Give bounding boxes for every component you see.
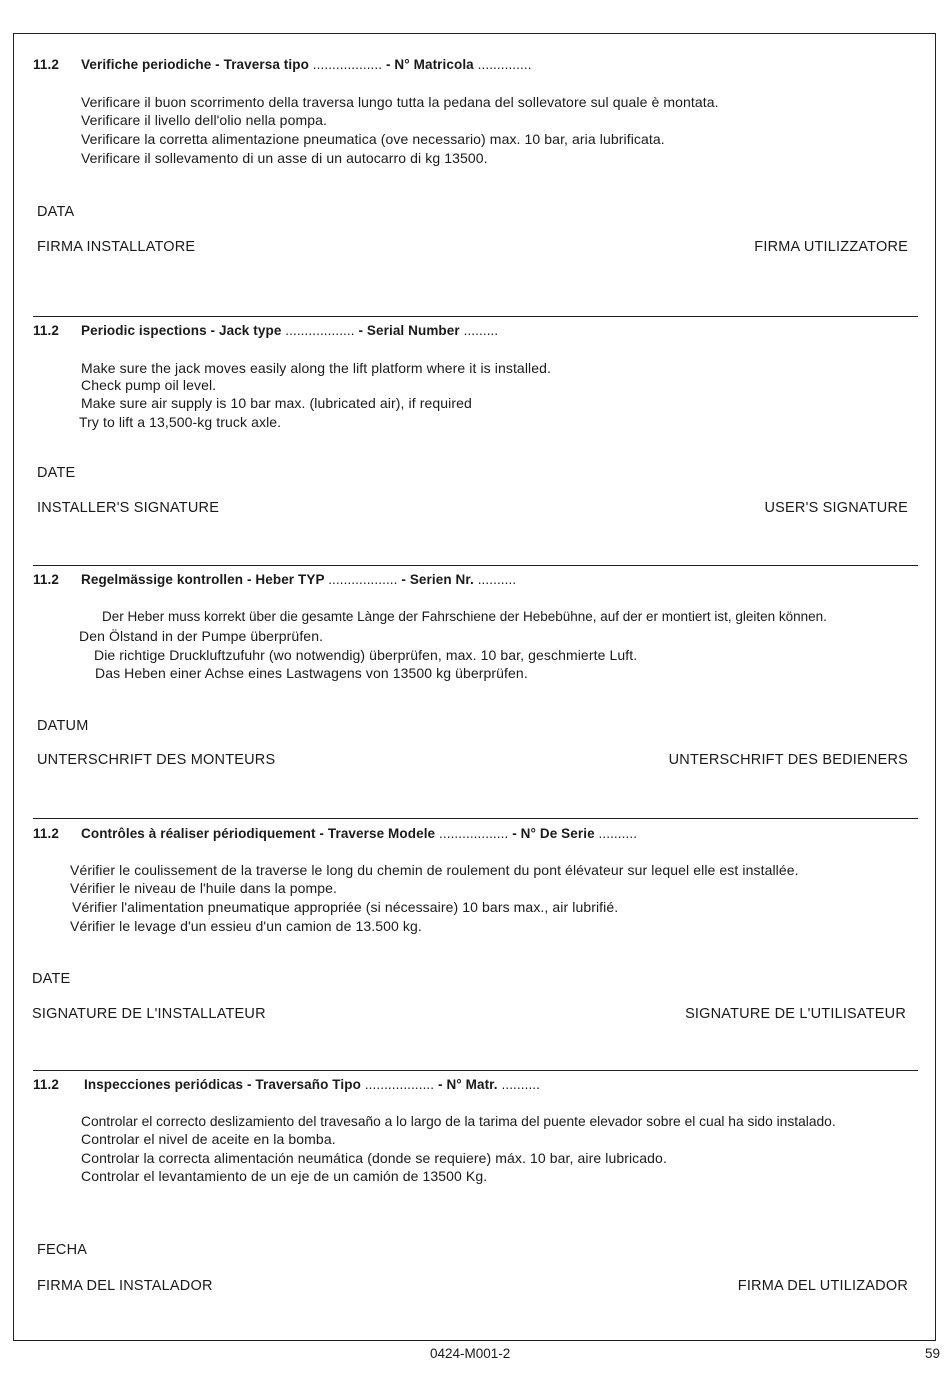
date-label: DATA	[37, 204, 75, 220]
section-divider	[33, 316, 918, 317]
installer-signature-label: INSTALLER'S SIGNATURE	[37, 500, 220, 516]
instruction-line: Das Heben einer Achse eines Lastwagens von 13500 kg überprüfen.	[95, 665, 528, 681]
heading-title: Periodic ispections - Jack type	[81, 323, 286, 338]
instruction-line: Vérifier le coulissement de la traverse le long du chemin de roulement du pont élévateur sur lequel elle est installée.	[70, 862, 799, 878]
heading-serial-label: - N° Matricola	[382, 57, 478, 72]
section-heading	[33, 1077, 540, 1092]
user-signature-label: SIGNATURE DE L'UTILISATEUR	[685, 1006, 906, 1022]
instruction-line: Controlar el correcto deslizamiento del travesaño a lo largo de la tarima del puente elevador sobre el cual ha sido instalado.	[81, 1114, 836, 1129]
heading-dots: .........	[463, 323, 499, 338]
document-code: 0424-M001-2	[430, 1346, 511, 1361]
section-number: 11.2	[33, 826, 59, 841]
date-label: DATE	[37, 465, 76, 481]
instruction-line: Controlar el levantamiento de un eje de un camión de 13500 Kg.	[81, 1168, 488, 1184]
instruction-line: Verificare la corretta alimentazione pneumatica (ove necessario) max. 10 bar, aria lubrificata.	[81, 131, 665, 147]
heading-dots: ..............	[477, 57, 532, 72]
user-signature-label: FIRMA UTILIZZATORE	[754, 239, 908, 255]
instruction-line: Verificare il buon scorrimento della traversa lungo tutta la pedana del sollevatore sul quale è montata.	[81, 94, 719, 110]
user-signature-label: FIRMA DEL UTILIZADOR	[737, 1278, 908, 1294]
heading-dots: ..................	[439, 826, 509, 841]
instruction-line: Vérifier l'alimentation pneumatique appropriée (si nécessaire) 10 bars max., air lubrifié.	[72, 899, 619, 915]
section-heading	[33, 572, 516, 587]
page-number: 59	[924, 1346, 940, 1361]
date-label: DATUM	[37, 718, 89, 734]
heading-serial-label: - Serial Number	[354, 323, 464, 338]
instruction-line: Controlar el nivel de aceite en la bomba.	[81, 1131, 336, 1147]
heading-title: Inspecciones periódicas - Traversaño Tipo	[84, 1077, 365, 1092]
installer-signature-label: FIRMA INSTALLATORE	[37, 239, 196, 255]
heading-dots: ..................	[328, 572, 398, 587]
date-label: FECHA	[37, 1242, 88, 1258]
heading-dots: ..........	[477, 572, 517, 587]
instruction-line: Make sure air supply is 10 bar max. (lubricated air), if required	[81, 395, 472, 411]
heading-dots: ..........	[501, 1077, 541, 1092]
user-signature-label: UNTERSCHRIFT DES BEDIENERS	[668, 752, 908, 768]
heading-dots: ..................	[285, 323, 355, 338]
heading-serial-label: - N° Matr.	[434, 1077, 502, 1092]
user-signature-label: USER'S SIGNATURE	[764, 500, 908, 516]
heading-title: Regelmässige kontrollen - Heber TYP	[81, 572, 329, 587]
instruction-line: Den Ölstand in der Pumpe überprüfen.	[79, 628, 324, 644]
instruction-line: Die richtige Druckluftzufuhr (wo notwendig) überprüfen, max. 10 bar, geschmierte Luft.	[94, 647, 638, 663]
instruction-line: Der Heber muss korrekt über die gesamte Lànge der Fahrschiene der Hebebühne, auf der er montiert ist, gleiten können.	[102, 609, 827, 624]
heading-title: Contrôles à réaliser périodiquement - Traverse Modele	[81, 826, 440, 841]
installer-signature-label: SIGNATURE DE L'INSTALLATEUR	[32, 1006, 266, 1022]
date-label: DATE	[32, 971, 71, 987]
section-divider	[33, 1070, 918, 1071]
section-number: 11.2	[33, 323, 59, 338]
instruction-line: Vérifier le levage d'un essieu d'un camion de 13.500 kg.	[70, 918, 422, 934]
instruction-line: Vérifier le niveau de l'huile dans la pompe.	[70, 880, 338, 896]
heading-dots: ..........	[598, 826, 638, 841]
heading-dots: ..................	[364, 1077, 435, 1092]
instruction-line: Check pump oil level.	[81, 377, 217, 393]
heading-serial-label: - Serien Nr.	[397, 572, 478, 587]
installer-signature-label: FIRMA DEL INSTALADOR	[37, 1278, 213, 1294]
instruction-line: Controlar la correcta alimentación neumática (donde se requiere) máx. 10 bar, aire lubricado.	[81, 1150, 667, 1166]
heading-title: Verifiche periodiche - Traversa tipo	[81, 57, 313, 72]
section-number: 11.2	[33, 1077, 59, 1092]
section-heading	[33, 826, 637, 841]
section-number: 11.2	[33, 572, 59, 587]
instruction-line: Verificare il sollevamento di un asse di un autocarro di kg 13500.	[81, 150, 488, 166]
instruction-line: Make sure the jack moves easily along the lift platform where it is installed.	[81, 360, 552, 376]
section-divider	[33, 565, 918, 566]
section-heading	[33, 323, 498, 338]
instruction-line: Try to lift a 13,500-kg truck axle.	[79, 414, 282, 430]
section-heading	[33, 57, 532, 72]
heading-serial-label: - N° De Serie	[508, 826, 599, 841]
section-divider	[33, 818, 918, 819]
installer-signature-label: UNTERSCHRIFT DES MONTEURS	[37, 752, 276, 768]
instruction-line: Verificare il livello dell'olio nella pompa.	[81, 112, 327, 128]
heading-dots: ..................	[312, 57, 383, 72]
section-number: 11.2	[33, 57, 59, 72]
